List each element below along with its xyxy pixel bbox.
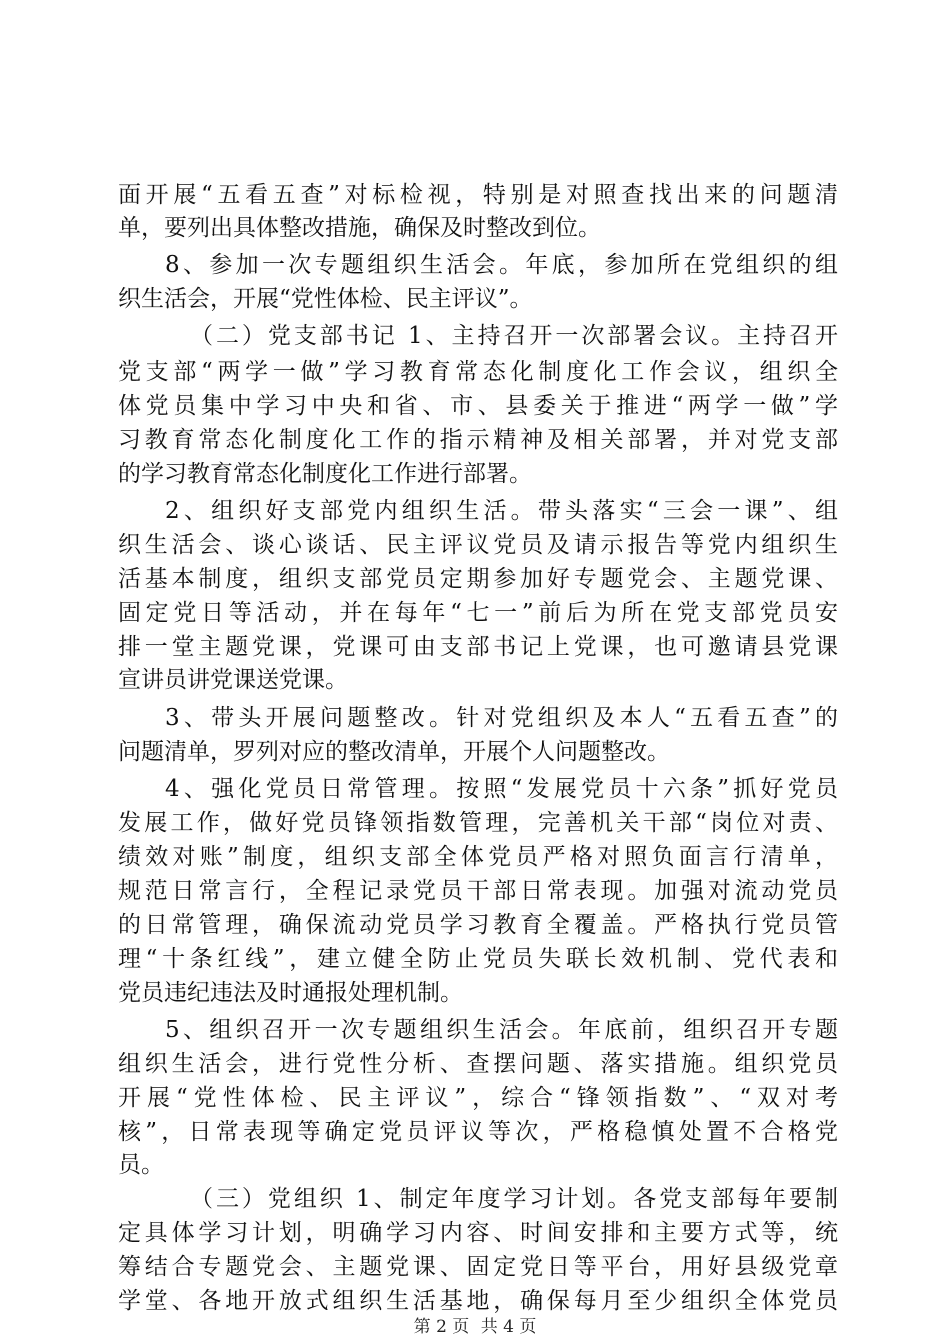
text-line: 排一堂主题党课，党课可由支部书记上党课，也可邀请县党课 [118, 634, 838, 660]
text-line: 问题清单，罗列对应的整改清单，开展个人问题整改。 [118, 739, 670, 765]
text-line: 员。 [118, 1152, 164, 1178]
text-line: 面开展“五看五查”对标检视，特别是对照查找出来的问题清 [118, 182, 838, 208]
text-line: 核”，日常表现等确定党员评议等次，严格稳慎处置不合格党 [118, 1119, 838, 1145]
text-line: （三）党组织 1、制定年度学习计划。各党支部每年要制 [190, 1186, 838, 1212]
text-line: 党员违纪违法及时通报处理机制。 [118, 980, 463, 1006]
text-line: 的学习教育常态化制度化工作进行部署。 [118, 461, 532, 487]
page-total: 共 4 页 [480, 1317, 537, 1337]
text-line: 单，要列出具体整改措施，确保及时整改到位。 [118, 215, 601, 241]
text-line: 5、组织召开一次专题组织生活会。年底前，组织召开专题 [165, 1017, 838, 1043]
text-line: 学堂、各地开放式组织生活基地，确保每月至少组织全体党员 [118, 1288, 838, 1314]
text-line: （二）党支部书记 1、主持召开一次部署会议。主持召开 [190, 323, 838, 349]
text-line: 2、组织好支部党内组织生活。带头落实“三会一课”、组 [165, 498, 838, 524]
text-line: 8、参加一次专题组织生活会。年底，参加所在党组织的组 [165, 252, 838, 278]
page-footer [0, 1314, 950, 1340]
text-line: 组织生活会，进行党性分析、查摆问题、落实措施。组织党员 [118, 1051, 838, 1077]
text-line: 织生活会，开展“党性体检、民主评议”。 [118, 286, 533, 312]
text-line: 理“十条红线”，建立健全防止党员失联长效机制、党代表和 [118, 946, 838, 972]
page-number: 第 2 页 [413, 1317, 470, 1337]
text-line: 规范日常言行，全程记录党员干部日常表现。加强对流动党员 [118, 878, 838, 904]
text-line: 固定党日等活动，并在每年“七一”前后为所在党支部党员安 [118, 600, 838, 626]
text-line: 发展工作，做好党员锋领指数管理，完善机关干部“岗位对责、 [118, 810, 838, 836]
text-line: 活基本制度，组织支部党员定期参加好专题党会、主题党课、 [118, 566, 838, 592]
text-line: 党支部“两学一做”学习教育常态化制度化工作会议，组织全 [118, 359, 838, 385]
text-line: 4、强化党员日常管理。按照“发展党员十六条”抓好党员 [165, 776, 838, 802]
text-line: 习教育常态化制度化工作的指示精神及相关部署，并对党支部 [118, 427, 838, 453]
text-line: 3、带头开展问题整改。针对党组织及本人“五看五查”的 [165, 705, 838, 731]
text-line: 织生活会、谈心谈话、民主评议党员及请示报告等党内组织生 [118, 532, 838, 558]
text-line: 开展“党性体检、民主评议”，综合“锋领指数”、“双对考 [118, 1085, 838, 1111]
text-line: 的日常管理，确保流动党员学习教育全覆盖。严格执行党员管 [118, 912, 838, 938]
text-line: 绩效对账”制度，组织支部全体党员严格对照负面言行清单， [118, 844, 838, 870]
text-line: 宣讲员讲党课送党课。 [118, 667, 348, 693]
text-line: 定具体学习计划，明确学习内容、时间安排和主要方式等，统 [118, 1220, 838, 1246]
text-line: 体党员集中学习中央和省、市、县委关于推进“两学一做”学 [118, 393, 838, 419]
text-line: 筹结合专题党会、主题党课、固定党日等平台，用好县级党章 [118, 1254, 838, 1280]
